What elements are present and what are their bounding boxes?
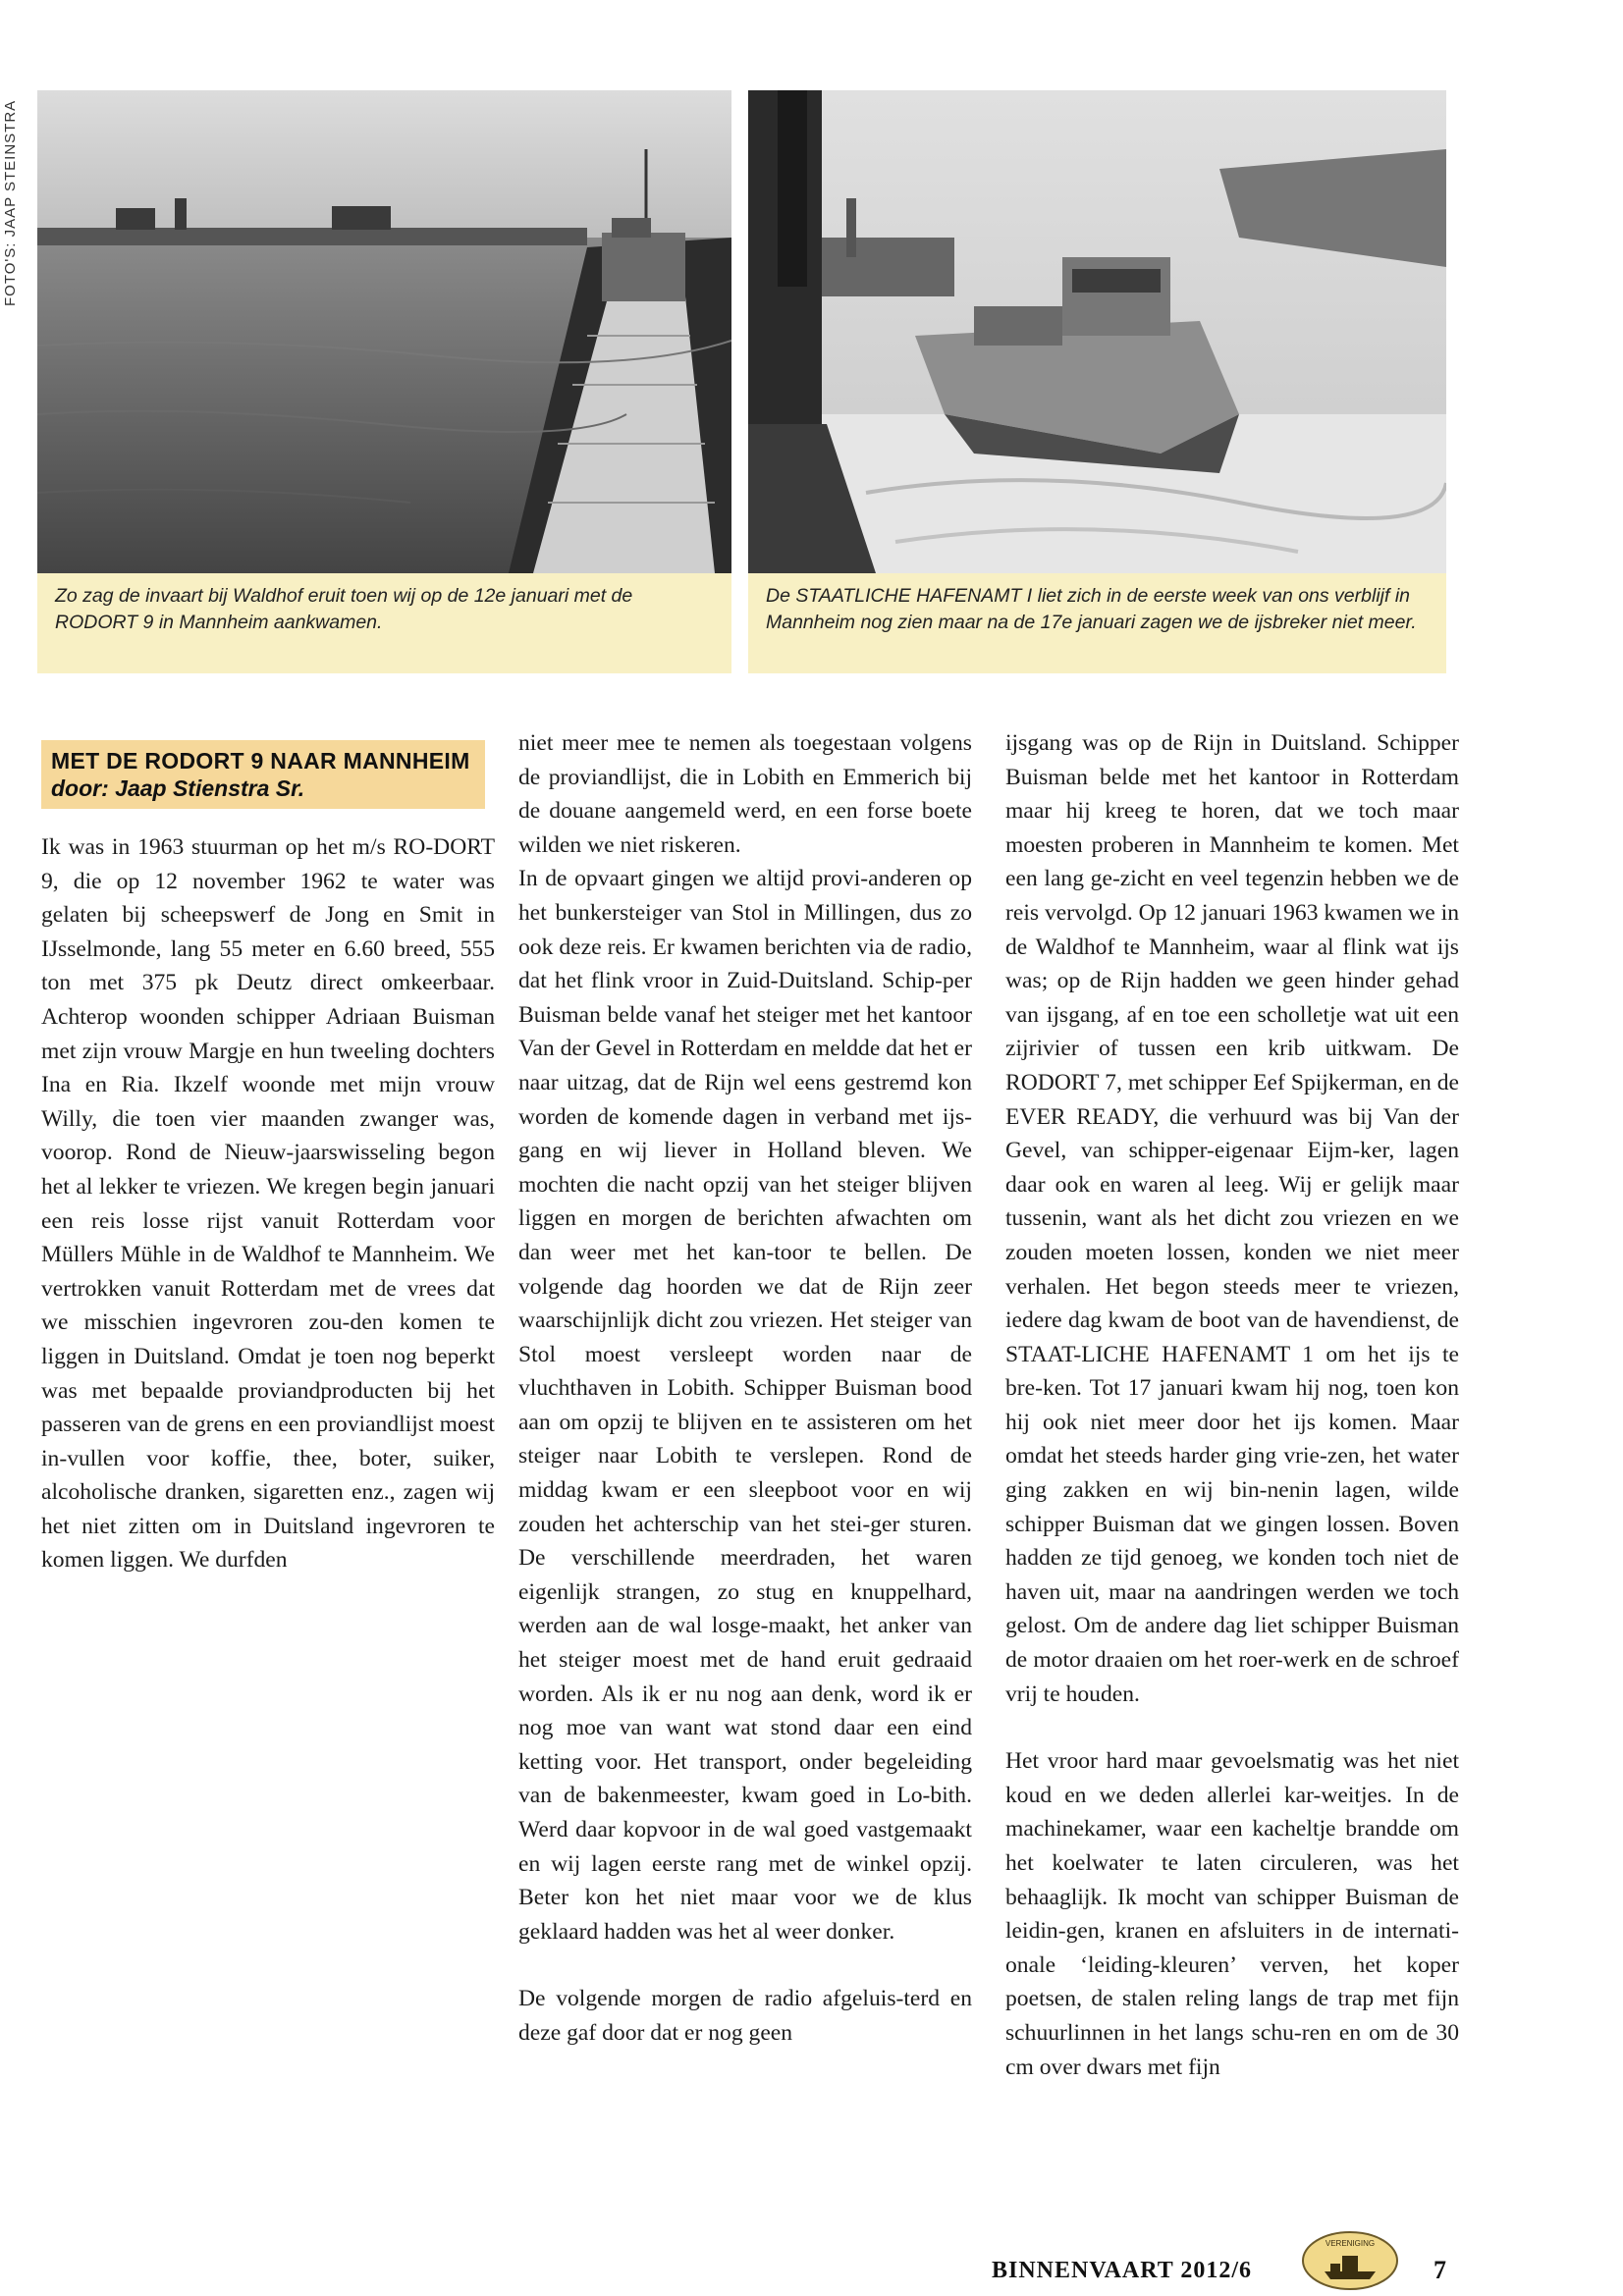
paragraph: Ik was in 1963 stuurman op het m/s RO-DORT 9, die op 12 november 1962 te water was gelaten bij scheepswerf de Jong en Smit in IJsselmonde, lang 55 meter en 6.60 breed, 555 ton met 375 pk Deutz direct omkeerbaar. Achterop woonden schipper Adriaan Buisman met zijn vrouw Margje en hun tweeling dochters Ina en Ria. Ikzelf woonde met mijn vrouw Willy, die toen vier maanden zwanger was, voorop. Rond de Nieuw-jaarswisseling begon het al lekker te vriezen. We kregen begin januari een reis losse rijst vanuit Rotterdam voor Müllers Mühle in de Waldhof te Mannheim. We vertrokken vanuit Rotterdam met de vrees dat we misschien ingevroren zou-den komen te liggen in Duitsland. Omdat je toen nog beperkt was met bepaalde proviandproducten bij het passeren van de grens en een proviandlijst moest in-vullen voor koffie, thee, boter, suiker, alcoholische dranken, sigaretten enz., zagen wij het niet zitten om in Duitsland ingevroren te komen liggen. We durfden — [41, 834, 495, 1574]
page-number: 7 — [1434, 2256, 1446, 2284]
caption-left: Zo zag de invaart bij Waldhof eruit toen wij op de 12e januari met de RODORT 9 in Mannheim aankwamen. — [37, 573, 731, 673]
paragraph: De volgende morgen de radio afgeluis-terd en deze gaf door dat er nog geen — [518, 1986, 972, 2046]
figure-left — [37, 90, 731, 673]
paragraph: In de opvaart gingen we altijd provi-anderen op het bunkersteiger van Stol in Millingen, dus zo ook deze reis. Er kwamen berichten via de radio, dat het flink vroor in Zuid-Duitsland. Schip-per Buisman belde vanaf het steiger met het kantoor Van der Gevel in Rotterdam en meldde dat het er naar uitzag, dat de Rijn wel eens gestremd kon worden de komende dagen in verband met ijs-gang en wij liever in Holland bleven. We mochten die nacht opzij van het steiger blijven liggen en morgen de berichten afwachten om dan weer met het kan-toor te bellen. De volgende dag hoorden we dat de Rijn zeer waarschijnlijk dicht zou vriezen. Het steiger van Stol moest versleept worden naar de vluchthaven in Lobith. Schipper Buisman bood aan om opzij te blijven en te assisteren om het steiger naar Lobith te verslepen. Rond de middag kwam er een sleepboot voor en wij zouden het achterschip van het stei-ger sturen. De verschillende meerdraden, het waren eigenlijk strangen, zo stug en knuppelhard, werden aan de wal losge-maakt, het anker van het steiger moest met de hand eruit gedraaid worden. Als ik er nu nog aan denk, word ik er nog moe van want wat stond daar een eind ketting voor. Het transport, onder begeleiding van de bakenmeester, kwam goed in Lo-bith. Werd daar kopvoor in de wal goed vastgemaakt en wij lagen eerste rang met de winkel opzij. Beter kon het niet maar voor we de klus geklaard hadden was het al weer donker. — [518, 866, 972, 1945]
photo-icebreaker — [748, 90, 1446, 573]
article-byline: door: Jaap Stienstra Sr. — [51, 775, 305, 801]
photo-credit: FOTO'S: JAAP STEINSTRA — [2, 99, 19, 306]
logo-text: VERENIGING — [1325, 2239, 1376, 2248]
association-logo — [1301, 2230, 1399, 2291]
article-column-1 — [41, 726, 495, 1577]
paragraph: ijsgang was op de Rijn in Duitsland. Schipper Buisman belde met het kantoor in Rotterdam maar hij kreeg te horen, dat we toch maar moesten proberen in Mannheim te komen. Met een lang ge-zicht en veel tegenzin hebben we de reis vervolgd. Op 12 januari 1963 kwamen we in de Waldhof te Mannheim, waar al flink wat ijs was; op de Rijn hadden we geen hinder gehad van ijsgang, af en toe een scholletje wat uit een zijrivier of tussen een krib uitkwam. De RODORT 7, met schipper Eef Spijkerman, en de EVER READY, die verhuurd was bij Van der Gevel, van schipper-eigenaar Eijm-ker, lagen daar ook en waren al leeg. Wij er gelijk maar tussenin, want als het dicht zou vriezen en we zouden moeten lossen, konden we niet meer verhalen. Het begon steeds meer te vriezen, iedere dag kwam de boot van de havendienst, de STAAT-LICHE HAFENAMT 1 om het ijs te bre-ken. Tot 17 januari kwam hij nog, toen kon hij ook niet meer door het ijs komen. Maar omdat het steeds harder ging vrie-zen, het water ging zakken en wij bin-nenin lagen, wilde schipper Buisman dat we gingen lossen. Boven hadden ze tijd genoeg, we konden toch niet de haven uit, maar na aandringen werden we toch gelost. Om de andere dag liet schipper Buisman de motor draaien om het roer-werk en de schroef vrij te houden. — [1005, 730, 1459, 1707]
figure-right — [748, 90, 1446, 673]
headline-box — [41, 740, 485, 809]
article-column-3 — [1005, 726, 1459, 2084]
paragraph: Het vroor hard maar gevoelsmatig was het niet koud en we deden allerlei kar-weitjes. In de machinekamer, waar een kacheltje brandde om het koelwater te laten circuleren, was het behaaglijk. Ik mocht van schipper Buisman de leidin-gen, kranen en afsluiters in de internati-onale ‘leiding-kleuren’ verven, het koper poetsen, de stalen reling langs de trap met fijn schuurlinnen in het langs schu-ren en om de 30 cm over dwars met fijn — [1005, 1748, 1459, 2080]
caption-right: De STAATLICHE HAFENAMT I liet zich in de eerste week van ons verblijf in Mannheim nog zien maar na de 17e januari zagen we de ijsbreker niet meer. — [748, 573, 1446, 673]
article-headline: MET DE RODORT 9 NAAR MANNHEIM — [51, 748, 470, 774]
paragraph: niet meer mee te nemen als toegestaan volgens de proviandlijst, die in Lobith en Emmerich bij de douane aangemeld werd, en een forse boete wilden we niet riskeren. — [518, 730, 972, 858]
article-column-2 — [518, 726, 972, 2051]
magazine-issue: BINNENVAART 2012/6 — [992, 2258, 1252, 2283]
photo-barge-waldhof — [37, 90, 731, 573]
